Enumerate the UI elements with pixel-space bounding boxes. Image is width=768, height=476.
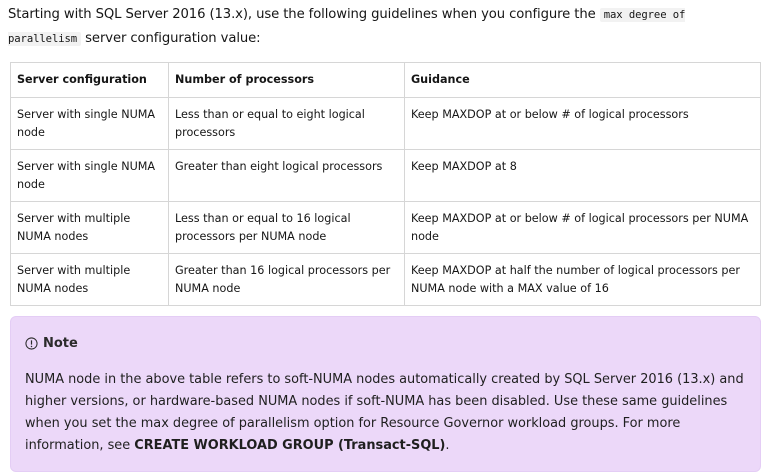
intro-text-after: server configuration value: bbox=[81, 31, 261, 46]
table-row bbox=[11, 149, 761, 201]
table-cell: Server with multiple NUMA nodes bbox=[11, 253, 169, 305]
table-header-row bbox=[11, 63, 761, 98]
header-number-of-processors: Number of processors bbox=[169, 63, 405, 98]
note-header bbox=[25, 333, 746, 353]
create-workload-group-link[interactable]: CREATE WORKLOAD GROUP (Transact-SQL) bbox=[134, 438, 446, 453]
table-cell: Keep MAXDOP at or below # of logical processors per NUMA node bbox=[405, 201, 761, 253]
table-cell: Keep MAXDOP at 8 bbox=[405, 149, 761, 201]
table-cell: Less than or equal to eight logical processors bbox=[169, 97, 405, 149]
table-cell: Keep MAXDOP at or below # of logical processors bbox=[405, 97, 761, 149]
info-circle-icon bbox=[25, 337, 38, 350]
table-cell: Server with single NUMA node bbox=[11, 149, 169, 201]
note-title: Note bbox=[43, 335, 78, 351]
intro-text-before: Starting with SQL Server 2016 (13.x), use the following guidelines when you configure the bbox=[8, 7, 600, 22]
note-callout bbox=[10, 316, 761, 472]
table-row bbox=[11, 201, 761, 253]
table-row bbox=[11, 97, 761, 149]
config-option-code: max degree of parallelism bbox=[8, 9, 686, 45]
intro-paragraph bbox=[8, 3, 758, 51]
table-cell: Keep MAXDOP at half the number of logical processors per NUMA node with a MAX value of 16 bbox=[405, 253, 761, 305]
table-row bbox=[11, 253, 761, 305]
note-end: . bbox=[445, 438, 450, 453]
table-cell: Greater than eight logical processors bbox=[169, 149, 405, 201]
table-cell: Server with multiple NUMA nodes bbox=[11, 201, 169, 253]
header-guidance: Guidance bbox=[405, 63, 761, 98]
table-cell: Less than or equal to 16 logical processors per NUMA node bbox=[169, 201, 405, 253]
table-cell: Greater than 16 logical processors per NUMA node bbox=[169, 253, 405, 305]
header-server-configuration: Server configuration bbox=[11, 63, 169, 98]
maxdop-guidelines-table bbox=[10, 62, 761, 306]
note-body bbox=[25, 369, 746, 457]
table-cell: Server with single NUMA node bbox=[11, 97, 169, 149]
note-text: NUMA node in the above table refers to soft-NUMA nodes automatically created by SQL Server 2016 (13.x) and higher versions, or hardware-based NUMA nodes if soft-NUMA has been disabled. Use these same guidelines when you set the max degree of parallelism option for Resource Governor workload groups. For more information, see bbox=[25, 372, 744, 453]
